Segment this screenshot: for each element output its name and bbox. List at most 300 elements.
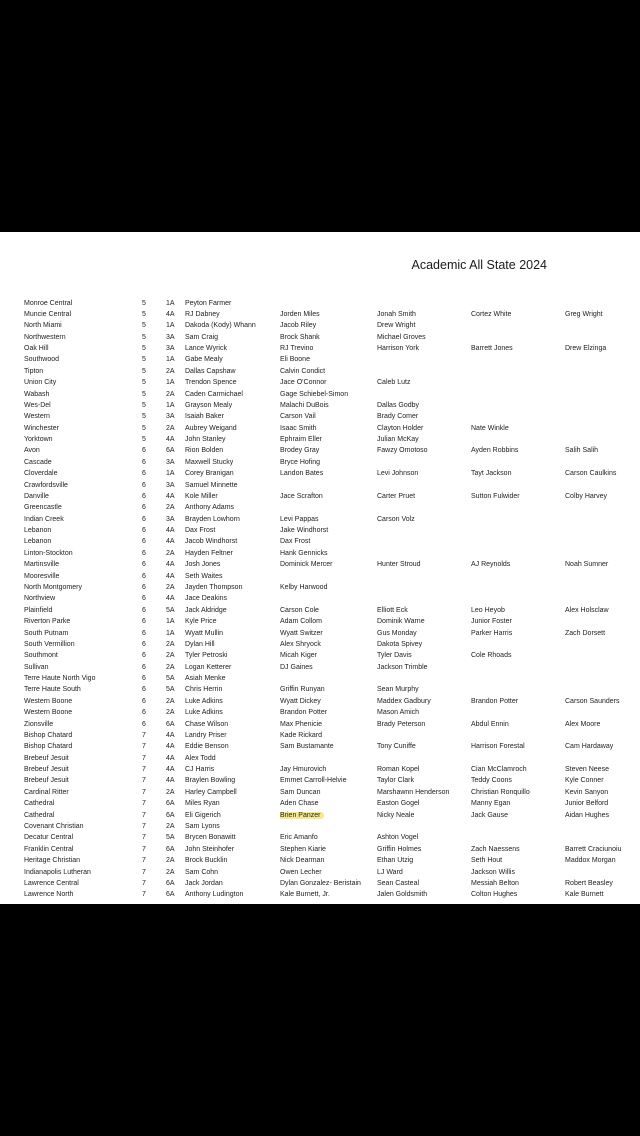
- cell-district: 6: [142, 549, 146, 557]
- cell-district: 7: [142, 891, 146, 899]
- cell-name-2: Dylan Gonzalez- Beristain: [280, 879, 361, 887]
- cell-name-5: Cam Hardaway: [565, 743, 614, 751]
- cell-name-3: Carson Volz: [377, 515, 415, 523]
- cell-name-2: Jace Scrafton: [280, 492, 323, 500]
- cell-class: 2A: [166, 424, 175, 432]
- cell-name-1: Sam Cohn: [185, 868, 219, 876]
- cell-name-1: Dylan Hill: [185, 640, 215, 648]
- cell-name-1: Landry Priser: [185, 731, 227, 739]
- cell-name-2: Griffin Runyan: [280, 686, 325, 694]
- table-row: [0, 775, 640, 786]
- cell-name-3: Jackson Trimble: [377, 663, 428, 671]
- table-row: [0, 343, 640, 354]
- cell-name-1: John Stanley: [185, 436, 226, 444]
- cell-class: 3A: [166, 481, 175, 489]
- table-row: [0, 616, 640, 627]
- cell-name-5: Carson Saunders: [565, 697, 620, 705]
- cell-name-1: Peyton Farmer: [185, 299, 232, 307]
- cell-name-2: [280, 810, 374, 821]
- cell-name-2: Owen Lecher: [280, 868, 322, 876]
- table-row: [0, 548, 640, 559]
- cell-class: 1A: [166, 356, 175, 364]
- cell-class: 4A: [166, 561, 175, 569]
- cell-name-3: Levi Johnson: [377, 470, 419, 478]
- cell-name-3: Hunter Stroud: [377, 561, 421, 569]
- cell-school: Terre Haute North Vigo: [24, 675, 96, 683]
- cell-name-5: Greg Wright: [565, 310, 603, 318]
- cell-district: 7: [142, 857, 146, 865]
- cell-district: 6: [142, 709, 146, 717]
- cell-school: Lawrence North: [24, 891, 74, 899]
- cell-class: 4A: [166, 436, 175, 444]
- cell-school: Danville: [24, 492, 49, 500]
- cell-name-4: Christian Ronquillo: [471, 788, 530, 796]
- cell-class: 2A: [166, 584, 175, 591]
- cell-name-1: Dallas Capshaw: [185, 367, 236, 375]
- cell-name-1: Sam Craig: [185, 333, 219, 341]
- cell-school: Riverton Parke: [24, 618, 71, 626]
- cell-name-2: Carson Vail: [280, 413, 316, 421]
- cell-district: 6: [142, 538, 146, 546]
- cell-name-5: Noah Sumner: [565, 561, 609, 569]
- table-row: [0, 764, 640, 775]
- cell-school: Indianapolis Lutheran: [24, 868, 91, 876]
- cell-name-4: Tayt Jackson: [471, 470, 512, 478]
- cell-name-1: Kole Miller: [185, 492, 218, 500]
- cell-name-1: Dax Frost: [185, 527, 216, 535]
- cell-name-2: Gage Schiebel-Simon: [280, 390, 349, 398]
- table-row: [0, 468, 640, 479]
- cell-name-3: Maddex Gadbury: [377, 697, 431, 705]
- cell-school: Terre Haute South: [24, 686, 81, 694]
- cell-name-2: Carson Cole: [280, 606, 319, 614]
- cell-name-2: Alex Shryock: [280, 640, 321, 648]
- cell-school: Southwood: [24, 356, 60, 364]
- cell-district: 6: [142, 458, 146, 466]
- cell-name-4: Nate Winkle: [471, 424, 509, 432]
- table-row: [0, 798, 640, 809]
- cell-name-2: Brandon Potter: [280, 709, 328, 717]
- cell-district: 7: [142, 811, 146, 819]
- cell-name-3: LJ Ward: [377, 868, 403, 876]
- cell-district: 6: [142, 606, 146, 614]
- cell-district: 6: [142, 561, 146, 569]
- cell-name-1: Chris Herrin: [185, 686, 223, 694]
- cell-class: 4A: [166, 731, 175, 739]
- cell-name-4: Abdul Ennin: [471, 720, 509, 728]
- cell-class: 5A: [166, 686, 175, 694]
- cell-name-1: Anthony Adams: [185, 504, 235, 512]
- cell-class: 4A: [166, 595, 175, 603]
- table-row: [0, 719, 640, 730]
- table-row: [0, 571, 640, 582]
- cell-name-1: Jack Jordan: [185, 879, 223, 887]
- cell-school: Decatur Central: [24, 834, 74, 842]
- cell-district: 7: [142, 822, 146, 830]
- cell-name-3: Dallas Godby: [377, 401, 420, 409]
- cell-name-2: Jay Hmurovich: [280, 766, 327, 774]
- cell-name-1: Brayden Lowhorn: [185, 515, 240, 523]
- cell-school: Lebanon: [24, 538, 52, 546]
- cell-class: 1A: [166, 379, 175, 387]
- table-row: [0, 650, 640, 661]
- cell-school: Muncie Central: [24, 310, 72, 318]
- cell-class: 2A: [166, 822, 175, 830]
- cell-name-2: Eli Boone: [280, 356, 310, 364]
- cell-district: 5: [142, 322, 146, 330]
- cell-school: Western Boone: [24, 709, 73, 717]
- cell-district: 6: [142, 572, 146, 580]
- cell-name-3: Jalen Goldsmith: [377, 891, 428, 899]
- cell-name-2: Brodey Gray: [280, 447, 320, 455]
- table-row: [0, 434, 640, 445]
- cell-school: Southmont: [24, 652, 58, 660]
- cell-district: 5: [142, 333, 146, 341]
- cell-name-5: Kyle Conner: [565, 777, 604, 785]
- cell-name-5: Zach Dorsett: [565, 629, 606, 637]
- cell-class: 1A: [166, 618, 175, 626]
- cell-district: 6: [142, 595, 146, 603]
- cell-school: North Montgomery: [24, 584, 82, 591]
- cell-name-1: Miles Ryan: [185, 800, 220, 808]
- cell-name-3: Brady Comer: [377, 413, 419, 421]
- table-row: [0, 457, 640, 468]
- cell-name-4: Seth Hout: [471, 857, 503, 865]
- cell-name-2: Max Phenicie: [280, 720, 323, 728]
- cell-school: Avon: [24, 447, 40, 455]
- cell-name-1: Isaiah Baker: [185, 413, 224, 421]
- cell-class: 6A: [166, 720, 175, 728]
- cell-name-2: Kelby Harwood: [280, 584, 328, 591]
- table-row: [0, 525, 640, 536]
- cell-name-1: Jace Deakins: [185, 595, 228, 603]
- cell-school: Brebeuf Jesuit: [24, 754, 69, 762]
- cell-class: 5A: [166, 606, 175, 614]
- cell-name-1: Corey Branigan: [185, 470, 234, 478]
- cell-name-5: Barrett Craciunoiu: [565, 845, 622, 853]
- cell-class: 4A: [166, 527, 175, 535]
- cell-name-1: Grayson Mealy: [185, 401, 233, 409]
- cell-district: 7: [142, 743, 146, 751]
- cell-name-2: Stephen Kiarie: [280, 845, 326, 853]
- cell-name-3: Harrison York: [377, 345, 420, 353]
- table-row: [0, 491, 640, 502]
- cell-name-1: Kyle Price: [185, 618, 217, 626]
- cell-school: Cardinal Ritter: [24, 788, 69, 796]
- cell-district: 6: [142, 515, 146, 523]
- table-row: [0, 696, 640, 707]
- cell-name-2: Bryce Hofing: [280, 458, 321, 466]
- cell-district: 7: [142, 879, 146, 887]
- cell-name-4: Ayden Robbins: [471, 447, 519, 455]
- cell-name-1: Brycen Bonawitt: [185, 834, 236, 842]
- cell-school: Yorktown: [24, 436, 53, 444]
- cell-name-3: Gus Monday: [377, 629, 417, 637]
- cell-class: 1A: [166, 299, 175, 307]
- cell-name-3: Mason Amich: [377, 709, 420, 717]
- cell-name-3: Sean Casteal: [377, 879, 420, 887]
- cell-name-3: Dakota Spivey: [377, 640, 423, 648]
- cell-class: 4A: [166, 777, 175, 785]
- cell-name-5: Carson Caulkins: [565, 470, 617, 478]
- table-row: [0, 480, 640, 491]
- cell-name-3: Ethan Utzig: [377, 857, 414, 865]
- cell-district: 6: [142, 629, 146, 637]
- cell-class: 1A: [166, 470, 175, 478]
- table-row: [0, 628, 640, 639]
- cell-name-2: Jake Windhorst: [280, 527, 329, 535]
- cell-class: 4A: [166, 310, 175, 318]
- cell-name-3: Griffin Holmes: [377, 845, 422, 853]
- cell-name-3: Clayton Holder: [377, 424, 424, 432]
- cell-name-2: Emmet Carroll-Helvie: [280, 777, 347, 785]
- cell-name-4: Barrett Jones: [471, 345, 513, 353]
- cell-name-1: Gabe Mealy: [185, 356, 223, 364]
- cell-name-2: Hank Gennicks: [280, 549, 328, 557]
- cell-school: Covenant Christian: [24, 822, 84, 830]
- cell-class: 6A: [166, 800, 175, 808]
- table-row: [0, 366, 640, 377]
- cell-class: 4A: [166, 766, 175, 774]
- cell-class: 2A: [166, 788, 175, 796]
- cell-class: 3A: [166, 515, 175, 523]
- cell-district: 5: [142, 299, 146, 307]
- cell-name-4: Cortez White: [471, 310, 512, 318]
- cell-school: Northwestern: [24, 333, 66, 341]
- cell-name-1: Braylen Bowling: [185, 777, 236, 785]
- cell-name-1: Hayden Feltner: [185, 549, 233, 557]
- cell-name-2: DJ Gaines: [280, 663, 313, 671]
- document-title: Academic All State 2024: [411, 258, 547, 272]
- cell-name-5: Kale Burnett: [565, 891, 604, 899]
- table-row: [0, 855, 640, 866]
- cell-school: Zionsville: [24, 720, 54, 728]
- cell-school: South Vermillion: [24, 640, 75, 648]
- cell-name-1: Aubrey Weigand: [185, 424, 237, 432]
- cell-district: 5: [142, 436, 146, 444]
- cell-name-2: Nick Dearman: [280, 857, 325, 865]
- cell-name-4: AJ Reynolds: [471, 561, 511, 569]
- cell-district: 6: [142, 663, 146, 671]
- cell-name-4: Zach Naessens: [471, 845, 520, 853]
- table-row: [0, 389, 640, 400]
- cell-class: 4A: [166, 754, 175, 762]
- cell-name-3: Tony Cuniffe: [377, 743, 416, 751]
- cell-district: 6: [142, 481, 146, 489]
- cell-school: Winchester: [24, 424, 60, 432]
- cell-name-2: Calvin Condict: [280, 367, 326, 375]
- cell-name-5: Salih Salih: [565, 447, 599, 455]
- cell-name-4: Cole Rhoads: [471, 652, 512, 660]
- cell-class: 6A: [166, 811, 175, 819]
- cell-name-4: Messiah Belton: [471, 879, 519, 887]
- cell-district: 6: [142, 640, 146, 648]
- cell-class: 2A: [166, 390, 175, 398]
- cell-name-2: Brock Shank: [280, 333, 320, 341]
- cell-district: 5: [142, 356, 146, 364]
- cell-name-2: Landon Bates: [280, 470, 324, 478]
- cell-name-3: Roman Kopel: [377, 766, 420, 774]
- table-row: [0, 684, 640, 695]
- cell-name-3: Taylor Clark: [377, 777, 414, 785]
- cell-name-1: Wyatt Mullin: [185, 629, 224, 637]
- cell-name-4: Junior Foster: [471, 618, 512, 626]
- cell-district: 5: [142, 367, 146, 375]
- cell-district: 7: [142, 731, 146, 739]
- cell-name-5: Junior Belford: [565, 800, 609, 808]
- cell-name-3: Sean Murphy: [377, 686, 419, 694]
- cell-name-2: RJ Trevino: [280, 345, 314, 353]
- cell-district: 7: [142, 868, 146, 876]
- cell-name-1: Chase Wilson: [185, 720, 229, 728]
- table-row: [0, 536, 640, 547]
- cell-school: Bishop Chatard: [24, 743, 73, 751]
- cell-class: 1A: [166, 629, 175, 637]
- cell-name-2: Dax Frost: [280, 538, 311, 546]
- cell-class: 1A: [166, 322, 175, 330]
- table-row: [0, 662, 640, 673]
- cell-name-5: Drew Elzinga: [565, 345, 607, 353]
- cell-name-1: Rion Bolden: [185, 447, 224, 455]
- cell-name-4: Cian McClamroch: [471, 766, 527, 774]
- table-row: [0, 582, 640, 593]
- cell-name-1: Eli Gigerich: [185, 811, 221, 819]
- table-row: [0, 593, 640, 604]
- cell-class: 2A: [166, 652, 175, 660]
- table-row: [0, 377, 640, 388]
- cell-class: 2A: [166, 857, 175, 865]
- cell-name-2: Kade Rickard: [280, 731, 323, 739]
- cell-school: Mooresville: [24, 572, 60, 580]
- cell-name-1: CJ Harris: [185, 766, 215, 774]
- table-row: [0, 810, 640, 821]
- cell-name-3: Drew Wright: [377, 322, 416, 330]
- cell-district: 6: [142, 527, 146, 535]
- cell-name-4: Brandon Potter: [471, 697, 519, 705]
- cell-class: 2A: [166, 868, 175, 876]
- cell-class: 2A: [166, 367, 175, 375]
- cell-name-3: Michael Groves: [377, 333, 426, 341]
- table-row: [0, 889, 640, 900]
- cell-school: Cascade: [24, 458, 52, 466]
- table-row: [0, 320, 640, 331]
- cell-class: 3A: [166, 413, 175, 421]
- cell-district: 7: [142, 788, 146, 796]
- cell-district: 6: [142, 447, 146, 455]
- cell-school: Monroe Central: [24, 299, 73, 307]
- cell-class: 3A: [166, 333, 175, 341]
- cell-district: 6: [142, 504, 146, 512]
- table-row: [0, 753, 640, 764]
- cell-name-1: Josh Jones: [185, 561, 221, 569]
- cell-school: Wes-Del: [24, 401, 51, 409]
- table-row: [0, 741, 640, 752]
- cell-name-1: John Steinhofer: [185, 845, 235, 853]
- cell-school: Lawrence Central: [24, 879, 79, 887]
- cell-name-1: RJ Dabney: [185, 310, 220, 318]
- cell-district: 6: [142, 618, 146, 626]
- cell-school: Bishop Chatard: [24, 731, 73, 739]
- cell-name-1: Luke Adkins: [185, 697, 223, 705]
- cell-name-4: Parker Harris: [471, 629, 513, 637]
- cell-district: 5: [142, 424, 146, 432]
- cell-name-1: Jayden Thompson: [185, 584, 243, 591]
- cell-name-1: Seth Waites: [185, 572, 223, 580]
- cell-class: 6A: [166, 879, 175, 887]
- cell-class: 4A: [166, 492, 175, 500]
- cell-name-3: Tyler Davis: [377, 652, 412, 660]
- cell-district: 7: [142, 754, 146, 762]
- cell-class: 2A: [166, 697, 175, 705]
- table-row: [0, 867, 640, 878]
- cell-name-5: Alex Holsclaw: [565, 606, 609, 614]
- cell-name-2: Wyatt Dickey: [280, 697, 321, 705]
- cell-school: Indian Creek: [24, 515, 64, 523]
- cell-school: Brebeuf Jesuit: [24, 766, 69, 774]
- cell-school: Wabash: [24, 390, 50, 398]
- cell-name-2: Aden Chase: [280, 800, 319, 808]
- cell-name-1: Asiah Menke: [185, 675, 226, 683]
- cell-district: 6: [142, 584, 146, 591]
- cell-name-1: Jacob Windhorst: [185, 538, 238, 546]
- cell-district: 7: [142, 800, 146, 808]
- cell-name-3: Caleb Lutz: [377, 379, 411, 387]
- table-row: [0, 605, 640, 616]
- cell-class: 6A: [166, 845, 175, 853]
- cell-name-4: Jack Gause: [471, 811, 508, 819]
- cell-class: 5A: [166, 675, 175, 683]
- cell-name-2: Sam Duncan: [280, 788, 321, 796]
- cell-name-2: Ephraim Eller: [280, 436, 323, 444]
- cell-name-4: Leo Heyob: [471, 606, 505, 614]
- cell-name-5: Alex Moore: [565, 720, 601, 728]
- cell-name-1: Jack Aldridge: [185, 606, 227, 614]
- cell-name-3: Brady Peterson: [377, 720, 426, 728]
- cell-class: 3A: [166, 458, 175, 466]
- cell-name-1: Sam Lyons: [185, 822, 220, 830]
- table-row: [0, 502, 640, 513]
- cell-name-4: Colton Hughes: [471, 891, 518, 899]
- cell-school: Tipton: [24, 367, 44, 375]
- cell-name-5: Aidan Hughes: [565, 811, 609, 819]
- cell-district: 7: [142, 834, 146, 842]
- cell-name-2: Dominick Mercer: [280, 561, 333, 569]
- cell-district: 5: [142, 310, 146, 318]
- cell-class: 2A: [166, 549, 175, 557]
- cell-name-1: Lance Wyrick: [185, 345, 227, 353]
- table-row: [0, 707, 640, 718]
- table-row: [0, 400, 640, 411]
- cell-name-4: Teddy Coons: [471, 777, 512, 785]
- cell-name-1: Anthony Ludington: [185, 891, 244, 899]
- cell-district: 7: [142, 766, 146, 774]
- cell-name-5: Kevin Sanyon: [565, 788, 609, 796]
- table-row: [0, 730, 640, 741]
- cell-school: Linton-Stockton: [24, 549, 73, 557]
- cell-name-3: Jonah Smith: [377, 310, 416, 318]
- cell-name-2: Eric Amanfo: [280, 834, 318, 842]
- cell-school: Heritage Christian: [24, 857, 81, 865]
- cell-class: 2A: [166, 709, 175, 717]
- cell-district: 6: [142, 697, 146, 705]
- cell-name-1: Samuel Minnette: [185, 481, 238, 489]
- cell-name-2: Jacob Riley: [280, 322, 317, 330]
- cell-school: Martinsville: [24, 561, 60, 569]
- cell-school: Cloverdale: [24, 470, 58, 478]
- table-row: [0, 332, 640, 343]
- cell-name-2: Jace O'Connor: [280, 379, 327, 387]
- cell-school: Cathedral: [24, 811, 55, 819]
